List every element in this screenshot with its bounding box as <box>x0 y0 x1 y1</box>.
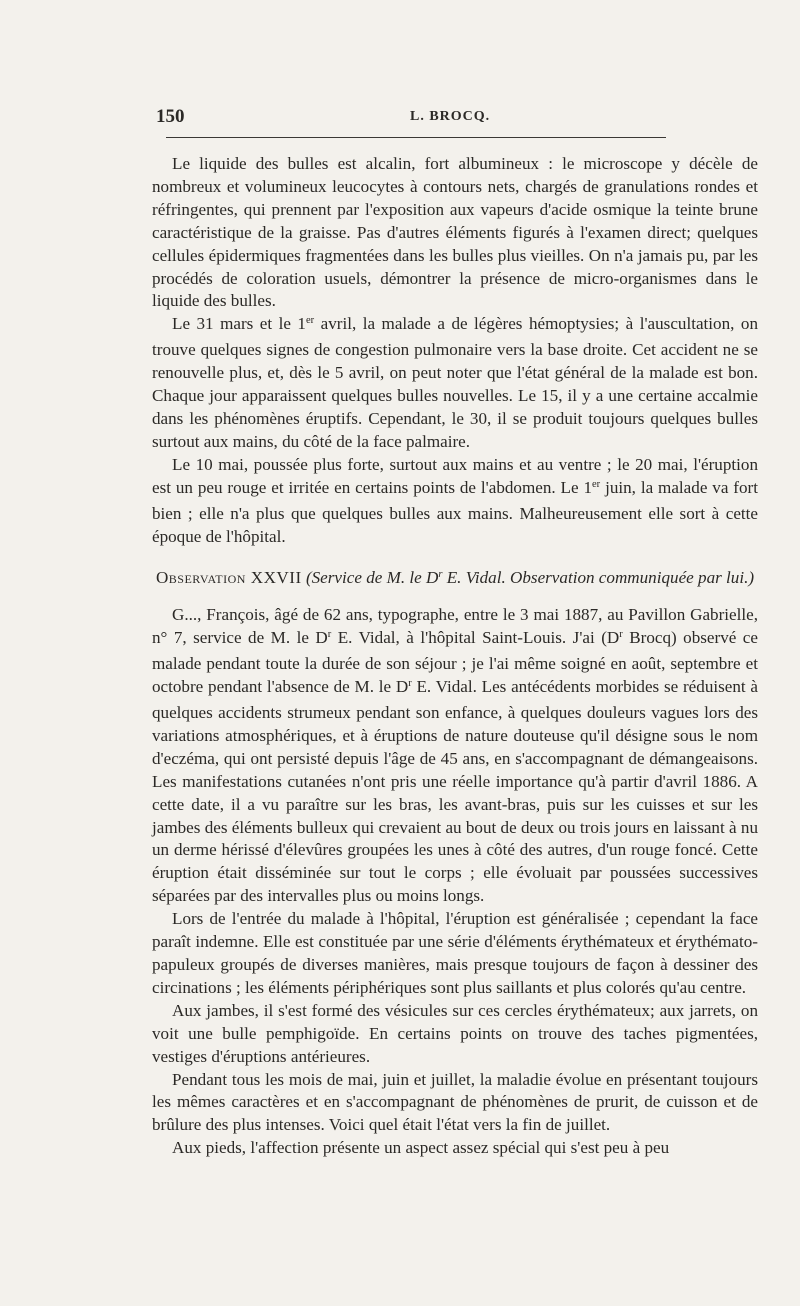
paragraph <box>152 313 758 453</box>
text-run: juin, la malade va fort bien ; elle n'a plus que quelques bulles aux mains. Malheureusement elle sort à cette époque de l'hôpital. <box>152 477 758 546</box>
page-number: 150 <box>156 106 185 127</box>
running-head: L. BROCQ. <box>410 109 491 124</box>
paragraph: Aux jambes, il s'est formé des vésicules sur ces cercles érythémateux; aux jarrets, on voit une bulle pemphigoïde. En certains points on trouve des taches pigmentées, vestiges d'éruptions antérieures. <box>152 1000 758 1066</box>
superscript: r <box>438 569 443 581</box>
paragraph: Aux pieds, l'affection présente un aspect assez spécial qui s'est peu à peu <box>172 1138 670 1158</box>
text-run: E. Vidal. Observation communiquée par lui.) <box>442 568 755 588</box>
superscript: r <box>619 629 623 641</box>
text-run: (Service de M. le D <box>305 568 439 588</box>
paragraph <box>152 604 758 908</box>
observation-heading <box>152 566 758 592</box>
text-run: Le 31 mars et le 1 <box>172 314 306 334</box>
body-text <box>152 153 758 1160</box>
paragraph: Lors de l'entrée du malade à l'hôpital, l'éruption est généralisée ; cependant la face paraît indemne. Elle est constituée par une série d'éléments érythémateux et érythémato-papuleux groupés de diverses manières, mais presque toujours de façon à dessiner des circinations ; les éléments périphériques sont plus saillants et plus colorés qu'au centre. <box>152 909 758 997</box>
superscript: r <box>408 678 412 690</box>
header-rule <box>166 137 666 138</box>
paragraph: Pendant tous les mois de mai, juin et juillet, la maladie évolue en présentant toujours les mêmes caractères et en s'accompagnant de phénomènes de prurit, de cuisson et de brûlure des plus intenses. Voici quel était l'état vers la fin de juillet. <box>152 1069 758 1135</box>
paragraph: Le liquide des bulles est alcalin, fort albumineux : le microscope y décèle de nombreux et volumineux leucocytes à contours nets, chargés de granulations rondes et réfringentes, qui prennent par l'exposition aux vapeurs d'acide osmique la teinte brune caractéristique de la graisse. Pas d'autres éléments figurés à l'examen direct; quelques cellules épidermiques fragmentées dans les bulles plus vieilles. On n'a jamais pu, par les procédés de coloration usuels, démontrer la présence de micro-organismes dans le liquide des bulles. <box>152 154 758 311</box>
superscript: er <box>592 478 601 490</box>
superscript: r <box>327 629 332 641</box>
superscript: er <box>305 315 315 327</box>
text-run: Brocq) observé ce malade pendant toute la durée de son séjour ; je l'ai même soigné en août, septembre et octobre pendant l'absence de M. le D <box>152 628 758 697</box>
text-run: G..., François, âgé de 62 ans, typographe, entre le 3 mai 1887, au Pavillon Gabrielle, n° 7, service de M. le D <box>152 605 758 648</box>
observation-title <box>306 568 754 587</box>
page-header <box>140 106 660 130</box>
text-run: E. Vidal. Les antécédents morbides se réduisent à quelques accidents strumeux pendant son enfance, à quelques douleurs vagues lors des variations atmosphériques, et à éruptions de nature douteuse qu'il désigne sous le nom d'eczéma, qui ont persisté depuis l'âge de 45 ans, en s'accompagnant de démangeaisons. Les manifestations cutanées n'ont pris une réelle importance qu'à partir d'avril 1886. A cette date, il a vu paraître sur les bras, les avant-bras, puis sur les cuisses et sur les jambes des éléments bulleux qui crevaient au bout de deux ou trois jours en laissant à nu un derme hérissé d'élevûres groupées les unes à côté des autres, d'un rouge foncé. Cette éruption était disséminée sur tout le corps ; elle évoluait par poussées successives séparées par des intervalles plus ou moins longs. <box>152 677 759 906</box>
paragraph <box>152 454 758 549</box>
text-run: avril, la malade a de légères hémoptysies; à l'auscultation, on trouve quelques signes de congestion pulmonaire vers la base droite. Cet accident ne se renouvelle plus, et, dès le 5 avril, on peut noter que l'état général de la malade est bon. Chaque jour apparaissent quelques bulles nouvelles. Le 15, il y a une certaine accalmie dans les phénomènes éruptifs. Cependant, le 30, il se produit toujours quelques bulles surtout aux mains, du côté de la face palmaire. <box>152 314 758 451</box>
text-run: E. Vidal, à l'hôpital Saint-Louis. J'ai (D <box>331 628 620 648</box>
observation-label: Observation XXVII <box>155 568 302 588</box>
text-run: Le 10 mai, poussée plus forte, surtout aux mains et au ventre ; le 20 mai, l'éruption est un peu rouge et irritée en certains points de l'abdomen. Le 1 <box>152 454 758 497</box>
